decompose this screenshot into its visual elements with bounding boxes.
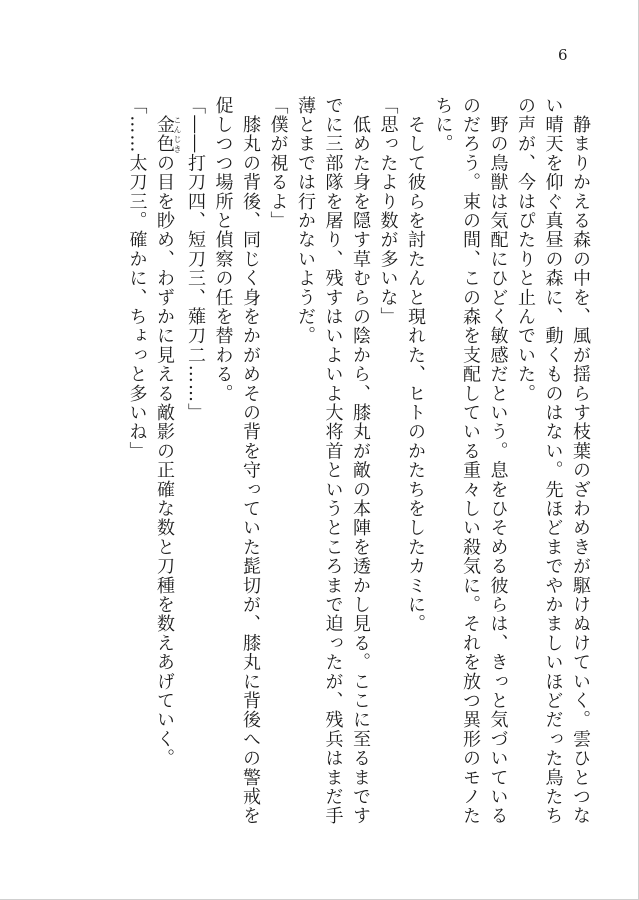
text-line: 膝丸の背後、同じく身をかがめその背を守っていた髭切が、膝丸に背後への警戒を [240,96,261,826]
text-line: そして彼らを討たんと現れた、ヒトのかたちをしたカミに。 [405,96,426,634]
text-line-with-ruby [151,96,182,856]
ruby-line-after: の目を眇め、わずかに見える敵影の正確な数と刀種を数えあげていく。 [154,153,175,769]
dialogue-line: 「思ったより数が多いな」 [377,96,399,327]
text-line: 静まりかえる森の中を、風が揺らす枝葉のざわめきが駆けぬけていく。雲ひとつな [570,96,591,826]
ruby-annotation [154,115,182,154]
text-line: 低めた身を隠す草むらの陰から、膝丸が敵の本陣を透かし見る。ここに至るまです [350,96,371,826]
text-line: の声が、今はぴたりと止んでいた。 [515,96,536,404]
dialogue-line: 「……太刀三。確かに、ちょっと多いね」 [126,96,148,461]
page-number: 6 [558,46,568,64]
dialogue-line: 「――打刀四、短刀三、薙刀二……」 [185,96,206,423]
text-line: ちに。 [432,96,454,154]
text-line: でに三部隊を屠り、残すはいよいよ大将首というところまで迫ったが、残兵はまだ手 [322,96,344,826]
text-line: い晴天を仰ぐ真昼の森に、動くものはない。先ほどまでやかましいほどだった鳥たち [542,96,564,826]
ruby-base: 金色 [154,115,175,154]
text-line: 薄とまでは行かないようだ。 [295,96,316,346]
text-line: 野の鳥獣は気配にひどく敏感だという。息をひそめる彼らは、きっと気づいている [487,96,509,826]
text-line: 促しつつ場所と偵察の任を替わる。 [212,96,234,404]
text-line: のだろう。束の間、この森を支配している重々しい殺気に。それを放つ異形のモノた [460,96,481,826]
ruby-line-before [154,96,175,115]
novel-body-text [34,96,594,856]
dialogue-line: 「僕が視るよ」 [267,96,289,231]
ruby-reading: こんじき [173,115,182,154]
